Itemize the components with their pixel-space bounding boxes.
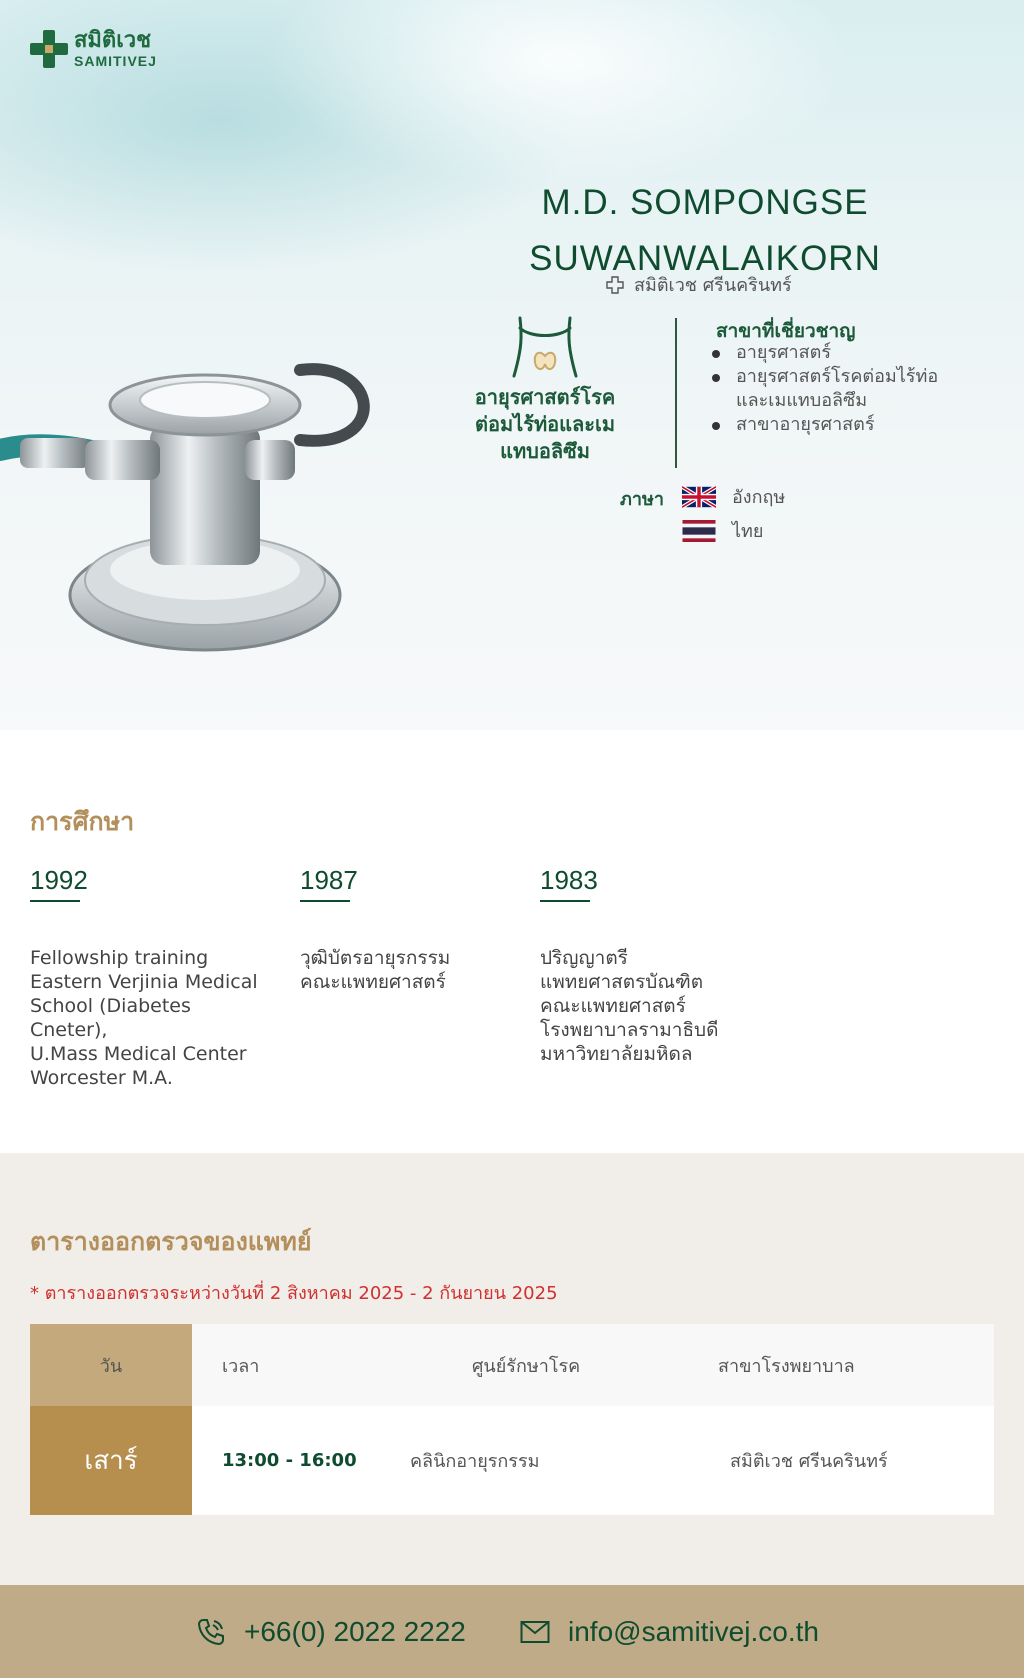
education-item	[540, 865, 780, 1066]
branch-name: สมิติเวช ศรีนครินทร์	[634, 275, 792, 296]
phone-link[interactable]	[196, 1585, 466, 1678]
mail-icon	[520, 1620, 550, 1644]
phone-icon	[196, 1617, 226, 1647]
language-item-english	[682, 482, 785, 511]
education-item	[300, 865, 520, 994]
row-time: 13:00 - 16:00	[222, 1450, 357, 1471]
education-text: Fellowship training Eastern Verjinia Medical School (Diabetes Cneter), U.Mass Medical Center Worcester M.A.	[30, 947, 258, 1089]
row-branch: สมิติเวช ศรีนครินทร์	[730, 1451, 888, 1472]
uk-flag-icon	[682, 486, 716, 508]
specialty-block	[460, 316, 630, 465]
education-text: วุฒิบัตรอายุรกรรม คณะแพทยศาสตร์	[300, 947, 451, 993]
hero-banner	[0, 0, 1024, 730]
language-item-thai	[682, 516, 763, 545]
schedule-title: ตารางออกตรวจของแพทย์	[30, 1227, 312, 1256]
thai-flag-icon	[682, 520, 716, 542]
header-branch: สาขาโรงพยาบาล	[718, 1355, 855, 1377]
header-day: วัน	[30, 1324, 192, 1406]
email-address: info@samitivej.co.th	[568, 1615, 819, 1647]
specialty-line1: อายุรศาสตร์โรค	[474, 385, 616, 409]
education-text: ปริญญาตรี แพทยศาสตรบัณฑิต คณะแพทยศาสตร์ โรงพยาบาลรามาธิบดี มหาวิทยาลัยมหิดล	[540, 947, 719, 1065]
education-title: การศึกษา	[30, 807, 135, 836]
header-time: เวลา	[222, 1355, 260, 1377]
language-label: ภาษา	[620, 489, 664, 510]
logo-english-text: SAMITIVEJ	[74, 53, 157, 69]
doctor-name-line1: M.D. SOMPONGSE	[541, 183, 869, 222]
expertise-item-line1: อายุรศาสตร์โรคต่อมไร้ท่อ	[736, 366, 939, 387]
education-item	[30, 865, 270, 1090]
expertise-item-line2: และเมแทบอลิซึม	[736, 390, 868, 411]
expertise-item: สาขาอายุรศาสตร์	[712, 413, 972, 437]
education-year: 1983	[540, 865, 598, 902]
row-center: คลินิกอายุรกรรม	[410, 1451, 540, 1472]
specialty-line3: แทบอลิซึม	[500, 439, 590, 463]
expertise-item	[712, 365, 972, 413]
header-center: ศูนย์รักษาโรค	[472, 1355, 581, 1377]
email-link[interactable]	[520, 1585, 819, 1678]
thyroid-icon	[510, 316, 580, 380]
schedule-note: * ตารางออกตรวจระหว่างวันที่ 2 สิงหาคม 2025 - 2 กันยายน 2025	[30, 1283, 558, 1304]
schedule-table	[30, 1324, 994, 1515]
expertise-list	[712, 341, 972, 437]
expertise-title: สาขาที่เชี่ยวชาญ	[716, 320, 856, 342]
stethoscope-image	[0, 330, 380, 730]
row-day: เสาร์	[30, 1406, 192, 1515]
language-name: ไทย	[732, 521, 764, 542]
footer	[0, 1585, 1024, 1678]
logo-cross-icon	[30, 30, 68, 68]
table-header	[30, 1324, 994, 1406]
education-year: 1992	[30, 865, 88, 902]
doctor-branch	[606, 270, 792, 299]
samitivej-logo[interactable]	[30, 30, 157, 68]
education-year: 1987	[300, 865, 358, 902]
expertise-item: อายุรศาสตร์	[712, 341, 972, 365]
logo-thai-text: สมิติเวช	[74, 28, 152, 53]
divider	[675, 318, 677, 468]
table-row	[30, 1406, 994, 1515]
doctor-name-line2: SUWANWALAIKORN	[529, 239, 881, 278]
language-name: อังกฤษ	[732, 487, 786, 508]
specialty-name	[460, 384, 630, 465]
specialty-line2: ต่อมไร้ท่อและเม	[474, 412, 616, 436]
hospital-cross-icon	[606, 276, 624, 294]
phone-number: +66(0) 2022 2222	[244, 1615, 466, 1647]
